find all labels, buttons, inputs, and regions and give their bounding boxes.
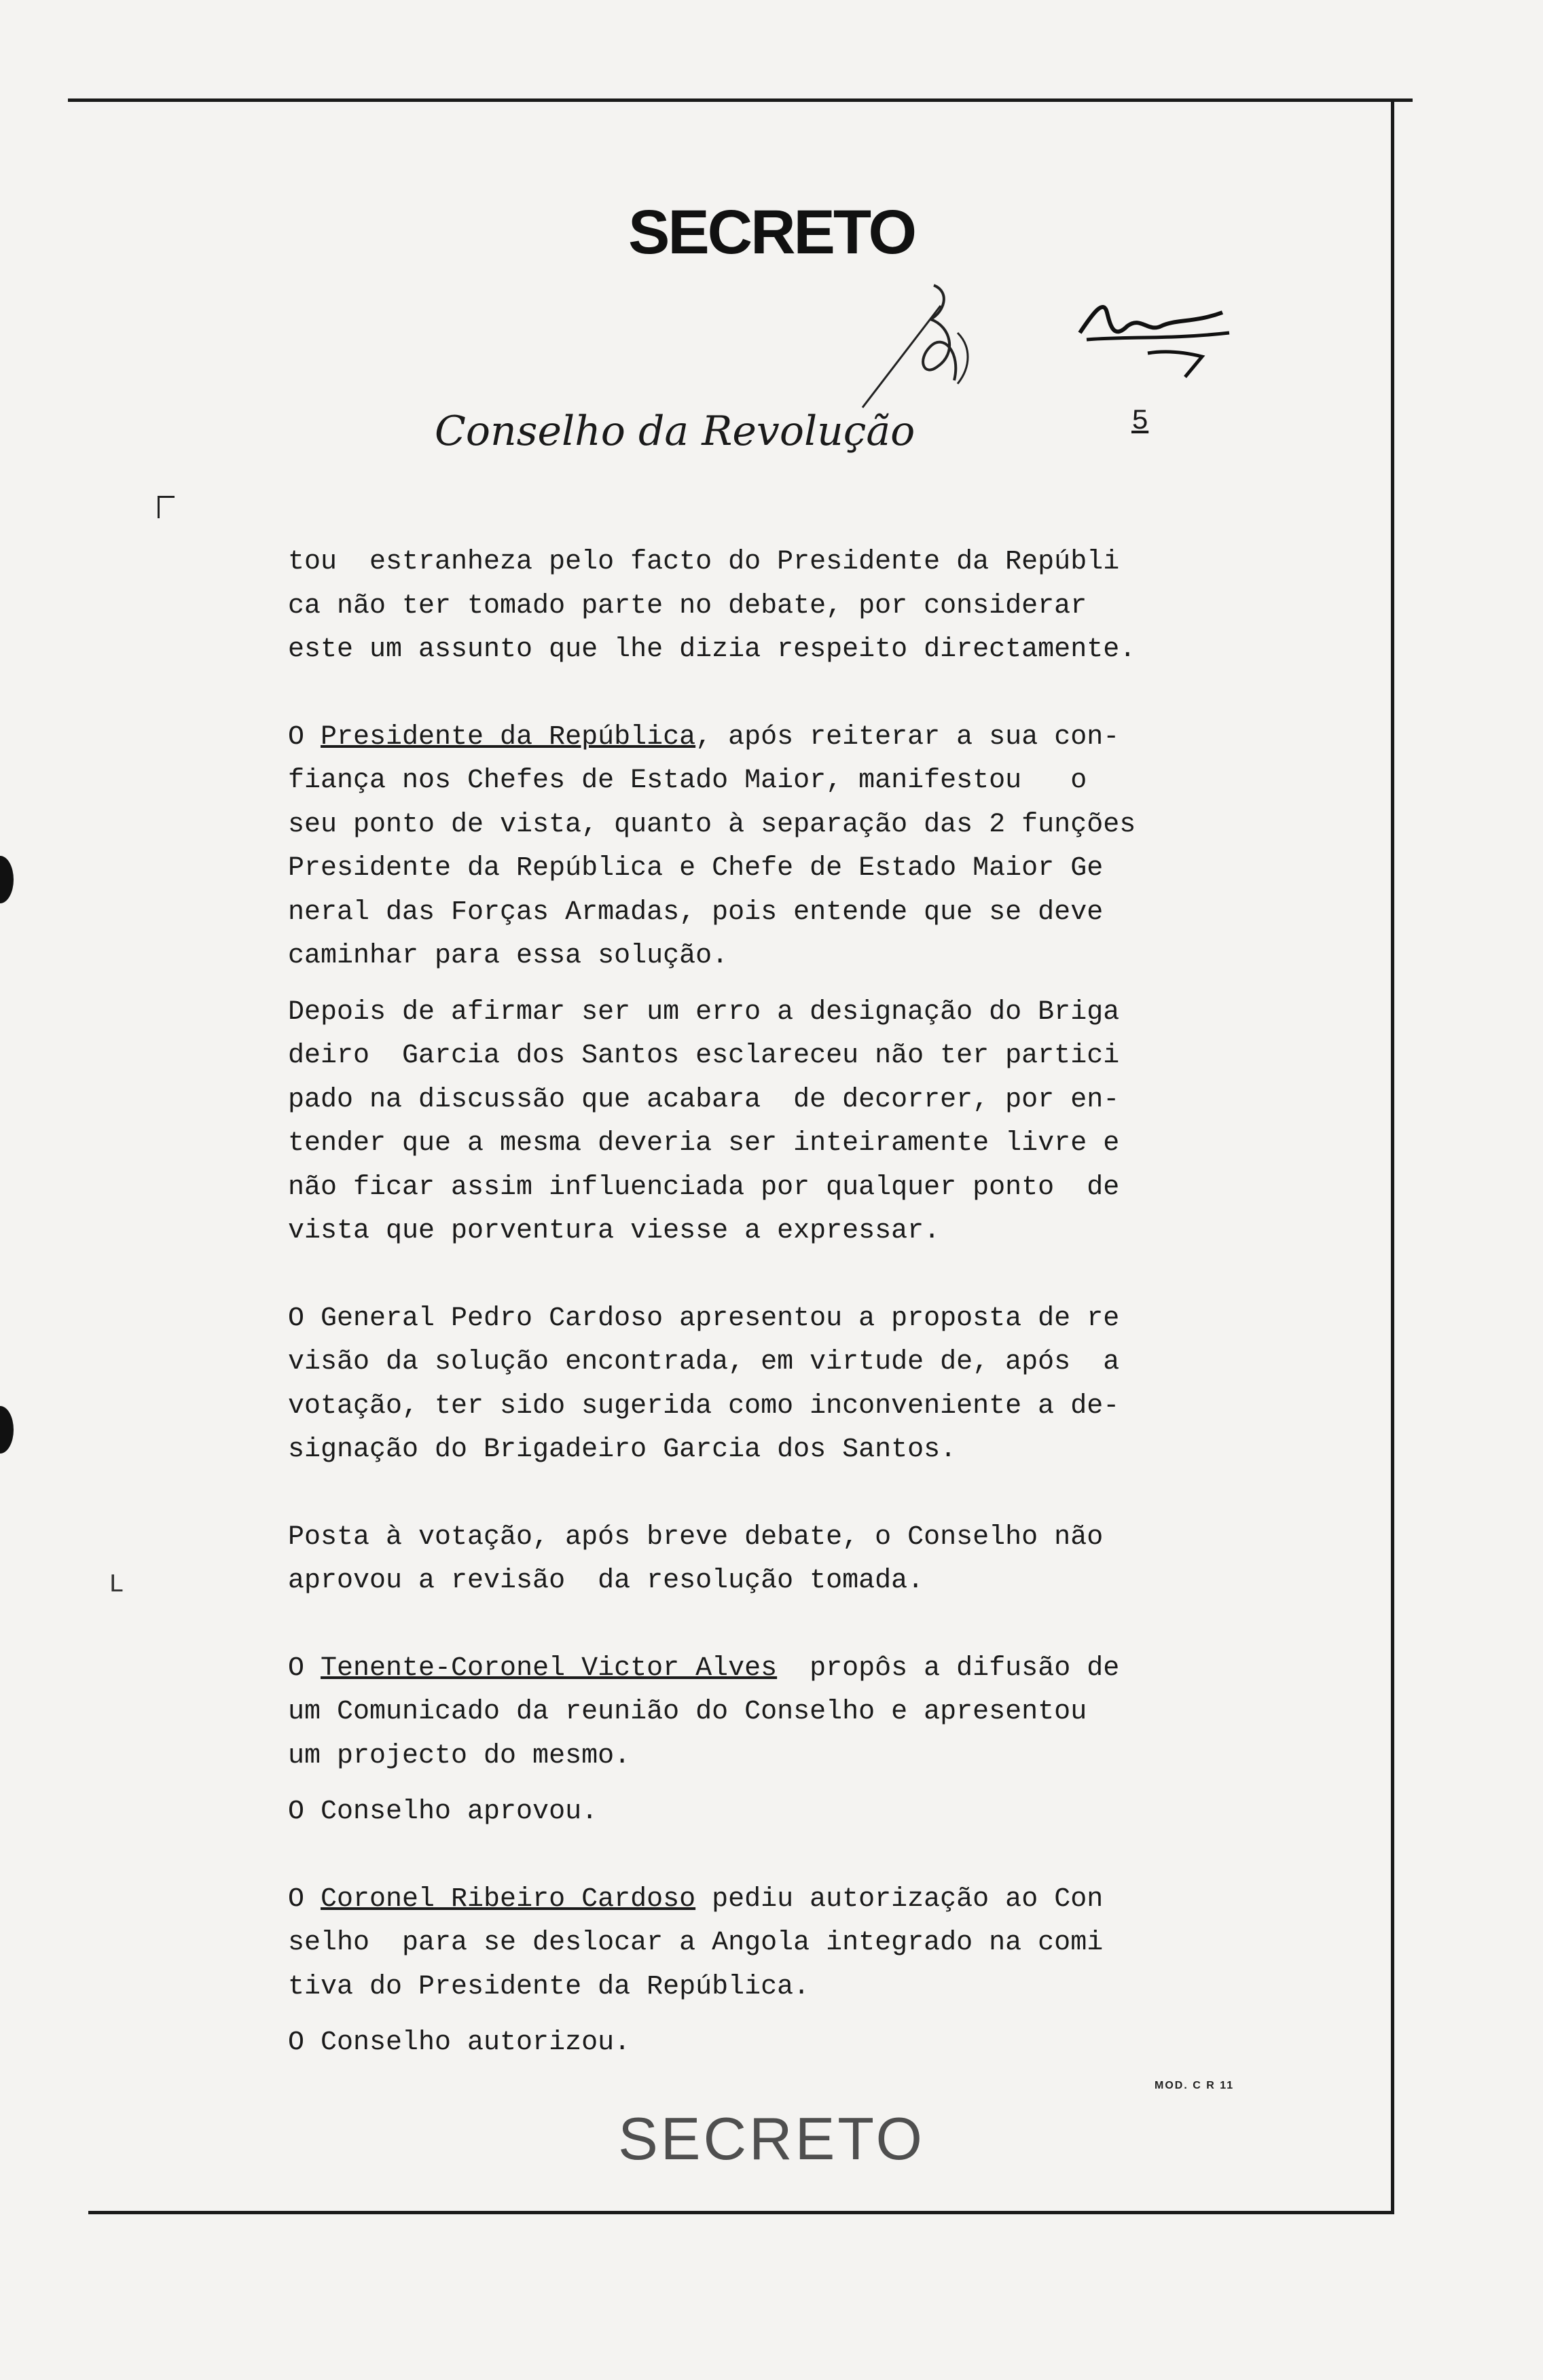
form-code: MOD. C R 11	[1155, 2080, 1235, 2091]
text-line: tender que a mesma deveria ser inteiramente livre e	[288, 1128, 1120, 1159]
text-line: O General Pedro Cardoso apresentou a proposta de re	[288, 1303, 1120, 1334]
punch-hole	[0, 1406, 14, 1454]
text-line: vista que porventura viesse a expressar.	[288, 1216, 941, 1246]
text-line: signação do Brigadeiro Garcia dos Santos.	[288, 1435, 957, 1465]
paragraph	[288, 2021, 1191, 2066]
paragraph	[288, 1647, 1191, 1779]
paragraph	[288, 1790, 1191, 1835]
paragraph	[288, 991, 1191, 1254]
underlined-name: Tenente-Coronel Victor Alves	[321, 1653, 778, 1684]
text-line: tou estranheza pelo facto do Presidente da Repúbli	[288, 547, 1120, 577]
text-line: fiança nos Chefes de Estado Maior, manifestou o	[288, 765, 1087, 796]
paragraph	[288, 541, 1191, 672]
text-line: visão da solução encontrada, em virtude de, após a	[288, 1347, 1120, 1377]
text-line: pado na discussão que acabara de decorrer, por en-	[288, 1084, 1120, 1115]
paragraph	[288, 1297, 1191, 1473]
punch-hole	[0, 856, 14, 903]
handwritten-initials	[842, 278, 1005, 414]
handwritten-signature	[1066, 285, 1243, 387]
text-line: O Tenente-Coronel Victor Alves propôs a difusão de	[288, 1653, 1120, 1684]
classification-heading: SECRETO	[628, 198, 915, 267]
text-line: votação, ter sido sugerida como inconveniente a de-	[288, 1390, 1120, 1422]
text-line: selho para se deslocar a Angola integrado na comi	[288, 1928, 1104, 1958]
text-line: não ficar assim influenciada por qualquer ponto de	[288, 1172, 1120, 1203]
text-line: seu ponto de vista, quanto à separação das 2 funções	[288, 809, 1136, 840]
underlined-name: Presidente da República	[321, 721, 696, 753]
text-line: Presidente da República e Chefe de Estado Maior Ge	[288, 853, 1104, 884]
text-line: O Coronel Ribeiro Cardoso pediu autorização ao Con	[288, 1883, 1104, 1915]
frame-right-rule	[1391, 102, 1394, 2214]
paragraph	[288, 1878, 1191, 2010]
text-line: Depois de afirmar ser um erro a designação do Briga	[288, 996, 1120, 1028]
text-line: tiva do Presidente da República.	[288, 1971, 810, 2002]
text-line: neral das Forças Armadas, pois entende que se deve	[288, 897, 1104, 928]
text-line: O Conselho autorizou.	[288, 2027, 631, 2058]
text-line: aprovou a revisão da resolução tomada.	[288, 1566, 924, 1596]
text-line: Posta à votação, após breve debate, o Conselho não	[288, 1521, 1104, 1553]
document-body	[288, 541, 1191, 2066]
underlined-name: Coronel Ribeiro Cardoso	[321, 1883, 696, 1915]
page-number: 5	[1131, 405, 1149, 437]
text-line: deiro Garcia dos Santos esclareceu não ter partici	[288, 1041, 1120, 1071]
text-line: ca não ter tomado parte no debate, por considerar	[288, 590, 1087, 621]
classification-stamp: SECRETO	[618, 2105, 925, 2172]
text-line: um projecto do mesmo.	[288, 1740, 631, 1771]
text-line: O Conselho aprovou.	[288, 1797, 598, 1827]
side-mark: L	[109, 1570, 124, 1600]
text-line: um Comunicado da reunião do Conselho e apresentou	[288, 1697, 1087, 1727]
frame-top-rule	[68, 98, 1413, 102]
text-line: O Presidente da República, após reiterar a sua con-	[288, 721, 1120, 753]
corner-mark	[158, 496, 175, 518]
text-line: caminhar para essa solução.	[288, 941, 729, 971]
paragraph	[288, 1516, 1191, 1604]
text-line: este um assunto que lhe dizia respeito directamente.	[288, 634, 1136, 665]
council-name: Conselho da Revolução	[435, 408, 915, 455]
paragraph	[288, 716, 1191, 979]
frame-bottom-rule	[88, 2211, 1392, 2214]
